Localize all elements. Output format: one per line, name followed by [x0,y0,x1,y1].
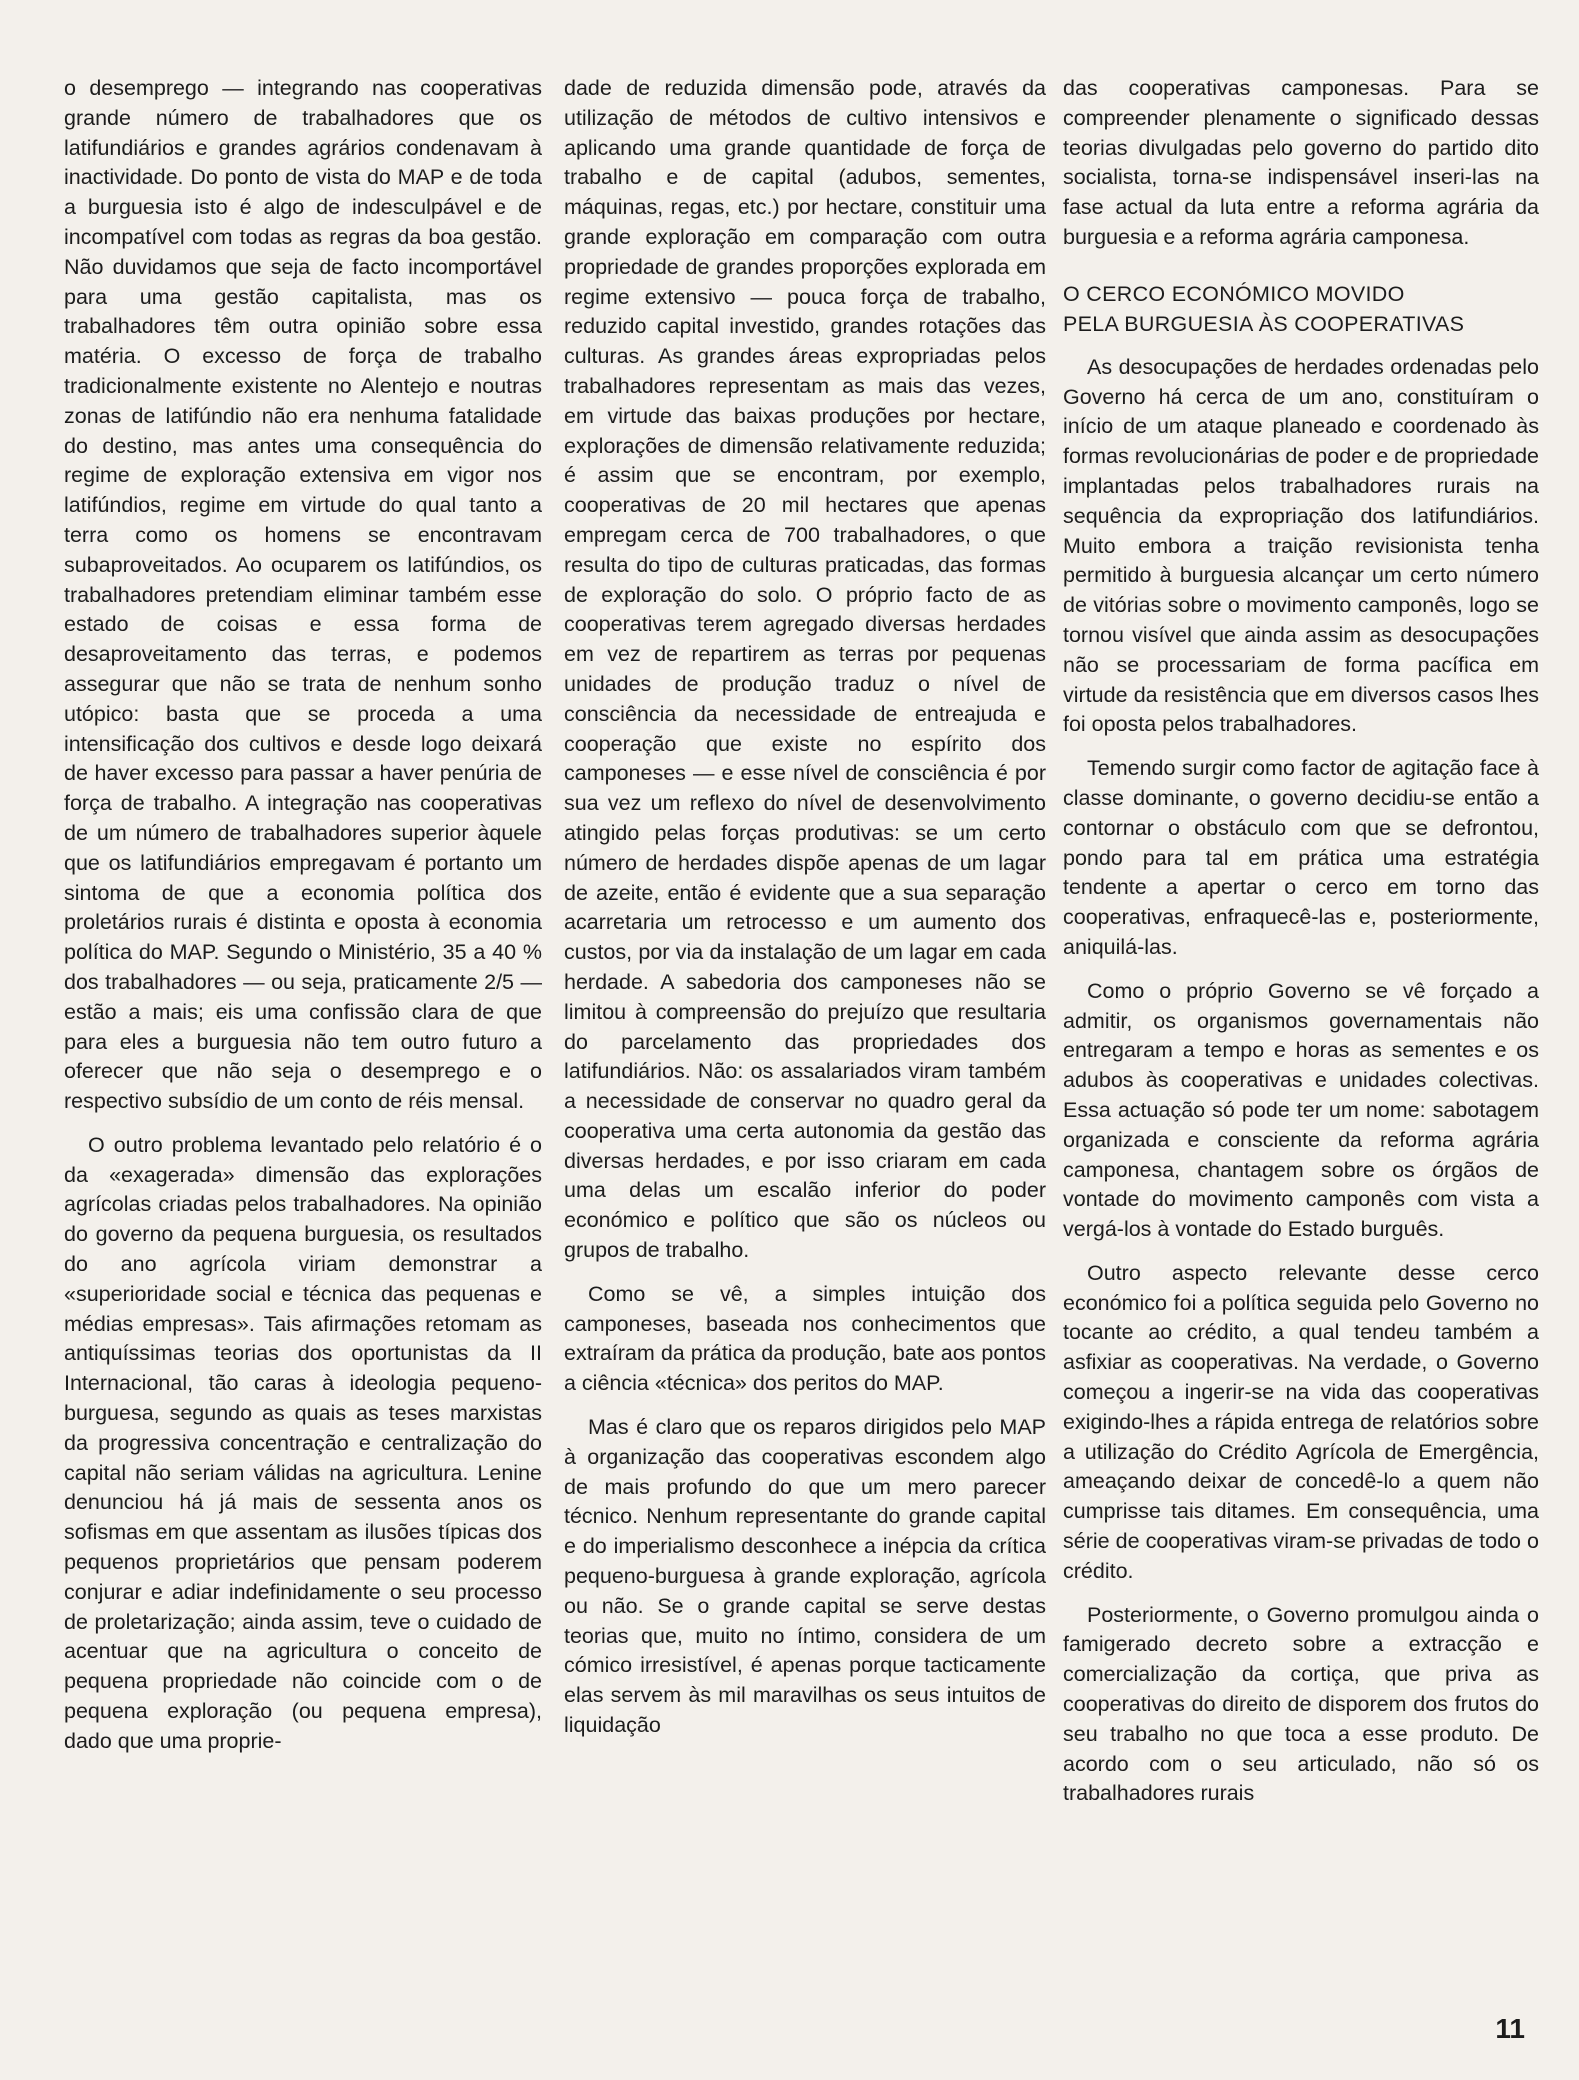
paragraph: o desemprego — integrando nas cooperativas grande número de trabalhadores que os latifundiários e grandes agrários condenavam à inactividade. Do ponto de vista do MAP e de toda a burguesia isto é algo de indesculpável e de incompatível com todas as regras da boa gestão. Não duvidamos que seja de facto incomportável para uma gestão capitalista, mas os trabalhadores têm outra opinião sobre essa matéria. O excesso de força de trabalho tradicionalmente existente no Alentejo e noutras zonas de latifúndio não era nenhuma fatalidade do destino, mas antes uma consequência do regime de exploração extensiva em vigor nos latifúndios, regime em virtude do qual tanto a terra como os homens se encontravam subaproveitados. Ao ocuparem os latifúndios, os trabalhadores pretendiam eliminar também esse estado de coisas e essa forma de desaproveitamento das terras, e podemos assegurar que não se trata de nenhum sonho utópico: basta que se proceda a uma intensificação dos cultivos e desde logo deixará de haver excesso para passar a haver penúria de força de trabalho. A integração nas cooperativas de um número de trabalhadores superior àquele que os latifundiários empregavam é portanto um sintoma de que a economia política dos proletários rurais é distinta e oposta à economia política do MAP. Segundo o Ministério, 35 a 40 % dos trabalhadores — ou seja, praticamente 2/5 — estão a mais; eis uma confissão clara de que para eles a burguesia não tem outro futuro a oferecer que não seja o desemprego e o respectivo subsídio de um conto de réis mensal. [64,76,542,1114]
paragraph: das cooperativas camponesas. Para se compreender plenamente o significado dessas teorias divulgadas pelo governo do partido dito socialista, torna-se indispensável inseri-las na fase actual da luta entre a reforma agrária da burguesia e a reforma agrária camponesa. [1063,76,1539,249]
page-number: 11 [1495,2013,1525,2044]
text-column-1 [64,74,542,1771]
paragraph: Outro aspecto relevante desse cerco económico foi a política seguida pelo Governo no tocante ao crédito, a qual tendeu também a asfixiar as cooperativas. Na verdade, o Governo começou a ingerir-se na vida das cooperativas exigindo-lhes a rápida entrega de relatórios sobre a utilização do Crédito Agrícola de Emergência, ameaçando deixar de concedê-lo a quem não cumprisse tais ditames. Em consequência, uma série de cooperativas viram-se privadas de todo o crédito. [1063,1260,1539,1583]
paragraph: Temendo surgir como factor de agitação face à classe dominante, o governo decidiu-se então a contornar o obstáculo com que se defrontou, pondo para tal em prática uma estratégia tendente a apertar o cerco em torno das cooperativas, enfraquecê-las e, posteriormente, aniquilá-las. [1063,756,1539,959]
section-heading-line-2: PELA BURGUESIA ÀS COOPERATIVAS [1063,311,1465,336]
paragraph: Como o próprio Governo se vê forçado a admitir, os organismos governamentais não entregaram a tempo e horas as sementes e os adubos às cooperativas e unidades colectivas. Essa actuação só pode ter um nome: sabotagem organizada e consciente da reforma agrária camponesa, chantagem sobre os órgãos de vontade do movimento camponês com vista a vergá-los à vontade do Estado burguês. [1063,978,1539,1242]
paragraph: O outro problema levantado pelo relatório é o da «exagerada» dimensão das explorações agrícolas criadas pelos trabalhadores. Na opinião do governo da pequena burguesia, os resultados do ano agrícola viriam demonstrar a «superioridade social e técnica das pequenas e médias empresas». Tais afirmações retomam as antiquíssimas teorias dos oportunistas da II Internacional, tão caras à ideologia pequeno-burguesa, segundo as quais as teses marxistas da progressiva concentração e centralização do capital não seriam válidas na agricultura. Lenine denunciou há já mais de sessenta anos os sofismas em que assentam as ilusões típicas dos pequenos proprietários que pensam poderem conjurar e adiar indefinidamente o seu processo de proletarização; ainda assim, teve o cuidado de acentuar que na agricultura o conceito de pequena propriedade não coincide com o de pequena exploração (ou pequena empresa), dado que uma proprie- [64,1132,542,1753]
section-heading-line-1: O CERCO ECONÓMICO MOVIDO [1063,281,1405,306]
paragraph: Posteriormente, o Governo promulgou ainda o famigerado decreto sobre a extracção e comercialização da cortiça, que priva as cooperativas do direito de disporem dos frutos do seu trabalho no que toca a esse produto. De acordo com o seu articulado, não só os trabalhadores rurais [1063,1602,1539,1806]
paragraph: Como se vê, a simples intuição dos camponeses, baseada nos conhecimentos que extraíram da prática da produção, bate aos pontos a ciência «técnica» dos peritos do MAP. [564,1281,1046,1396]
paragraph: Mas é claro que os reparos dirigidos pelo MAP à organização das cooperativas escondem algo de mais profundo do que um mero parecer técnico. Nenhum representante do grande capital e do imperialismo desconhece a inépcia da crítica pequeno-burguesa à grande exploração, agrícola ou não. Se o grande capital se serve destas teorias que, muito no íntimo, considera de um cómico irresistível, é apenas porque tacticamente elas servem às mil maravilhas os seus intuitos de liquidação [564,1415,1046,1738]
text-column-2 [564,74,1046,1755]
paragraph: dade de reduzida dimensão pode, através da utilização de métodos de cultivo intensivos e aplicando uma grande quantidade de força de trabalho e de capital (adubos, sementes, máquinas, regas, etc.) por hectare, constituir uma grande exploração em comparação com outra propriedade de grandes proporções explorada em regime extensivo — pouca força de trabalho, reduzido capital investido, grandes rotações das culturas. As grandes áreas expropriadas pelos trabalhadores representam as mais das vezes, em virtude das baixas produções por hectare, explorações de dimensão relativamente reduzida; é assim que se encontram, por exemplo, cooperativas de 20 mil hectares que apenas empregam cerca de 700 trabalhadores, o que resulta do tipo de culturas praticadas, das formas de exploração do solo. O próprio facto de as cooperativas terem agregado diversas herdades em vez de repartirem as terras por pequenas unidades de produção traduz o nível de consciência da necessidade de entreajuda e cooperação que existe no espírito dos camponeses — e esse nível de consciência é por sua vez um reflexo do nível de desenvolvimento atingido pelas forças produtivas: se um certo número de herdades dispõe apenas de um lagar de azeite, então é evidente que a sua separação acarretaria um retrocesso e um aumento dos custos, por via da instalação de um lagar em cada herdade. A sabedoria dos camponeses não se limitou à compreensão do prejuízo que resultaria do parcelamento das propriedades dos latifundiários. Não: os assalariados viram também a necessidade de conservar no quadro geral da cooperativa uma certa autonomia da gestão das diversas herdades, e por isso criaram em cada uma delas um escalão inferior do poder económico e político que são os núcleos ou grupos de trabalho. [564,76,1046,1263]
paragraph: As desocupações de herdades ordenadas pelo Governo há cerca de um ano, constituíram o início de um ataque planeado e coordenado às formas revolucionárias de poder e de propriedade implantadas pelos trabalhadores rurais na sequência da expropriação dos latifundiários. Muito embora a traição revisionista tenha permitido à burguesia alcançar um certo número de vitórias sobre o movimento camponês, logo se tornou visível que ainda assim as desocupações não se processariam de forma pacífica em virtude da resistência que em diversos casos lhes foi oposta pelos trabalhadores. [1063,354,1539,737]
text-column-3 [1063,74,1539,1823]
section-heading [1063,279,1539,339]
